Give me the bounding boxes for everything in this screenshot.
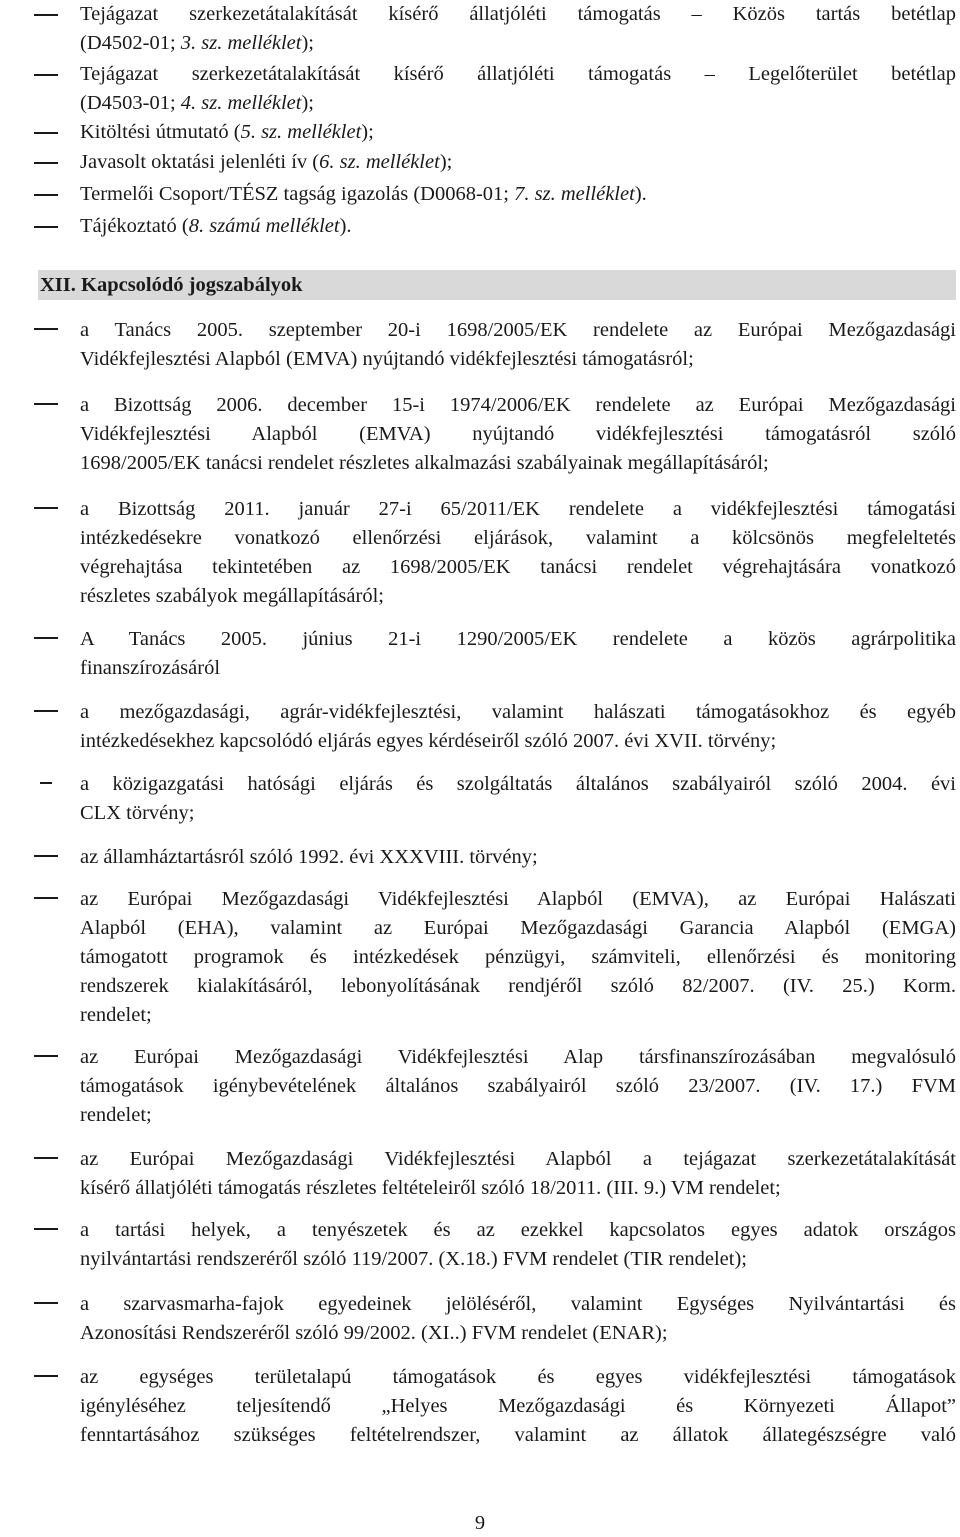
list-item-line: kísérő állatjóléti támogatás részletes feltételeiről szóló 18/2011. (III. 9.) VM rendelet; (80, 1177, 781, 1199)
dash-bullet (34, 1055, 58, 1057)
list-item-line: rendszerek kialakításáról, lebonyolításának rendjéről szóló 82/2007. (IV. 25.) Korm. (80, 975, 956, 997)
list-item-line: az egységes területalapú támogatások és egyes vidékfejlesztési támogatások (80, 1366, 956, 1388)
list-item-line: támogatott programok és intézkedések pénzügyi, számviteli, ellenőrzési és monitoring (80, 946, 956, 968)
dash-bullet (34, 226, 58, 228)
list-item-line: az Európai Mezőgazdasági Vidékfejlesztési Alapból (EMVA), az Európai Halászati (80, 888, 956, 910)
list-item-line: fenntartásához szükséges feltételrendszer, valamint az állatok állategészségre való (80, 1424, 956, 1446)
page-number: 9 (474, 1512, 486, 1534)
list-item-line: Tejágazat szerkezetátalakítását kísérő állatjóléti támogatás – Közös tartás betétlap (80, 3, 956, 25)
dash-bullet (34, 1157, 58, 1159)
list-item-line: Alapból (EHA), valamint az Európai Mezőgazdasági Garancia Alapból (EMGA) (80, 917, 956, 939)
list-item-line: Tájékoztató (8. számú melléklet). (80, 215, 352, 237)
list-item-line: a Bizottság 2006. december 15-i 1974/2006/EK rendelete az Európai Mezőgazdasági (80, 394, 956, 416)
section-heading (38, 270, 956, 300)
list-item-line: a szarvasmarha-fajok egyedeinek jelöléséről, valamint Egységes Nyilvántartási és (80, 1293, 956, 1315)
list-item-line: intézkedésekre vonatkozó ellenőrzési eljárások, valamint a kölcsönös megfeleltetés (80, 527, 956, 549)
dash-bullet (34, 710, 58, 712)
list-item-line: Javasolt oktatási jelenléti ív (6. sz. melléklet); (80, 151, 453, 173)
list-item-line: intézkedésekhez kapcsolódó eljárás egyes kérdéseiről szóló 2007. évi XVII. törvény; (80, 730, 777, 752)
list-item-line: Kitöltési útmutató (5. sz. melléklet); (80, 121, 374, 143)
dash-bullet (34, 14, 58, 16)
list-item-line: finanszírozásáról (80, 657, 221, 679)
list-item-line: nyilvántartási rendszeréről szóló 119/2007. (X.18.) FVM rendelet (TIR rendelet); (80, 1248, 748, 1270)
dash-bullet (34, 132, 58, 134)
dash-bullet (34, 855, 58, 857)
list-item-line: az Európai Mezőgazdasági Vidékfejlesztési Alapból a tejágazat szerkezetátalakítását (80, 1148, 956, 1170)
dash-bullet (34, 74, 58, 76)
dash-bullet (34, 1302, 58, 1304)
list-item-line: végrehajtása tekintetében az 1698/2005/EK tanácsi rendelet végrehajtására vonatkozó (80, 556, 956, 578)
list-item-line: (D4503-01; 4. sz. melléklet); (80, 92, 315, 114)
section-heading-text: XII. Kapcsolódó jogszabályok (40, 274, 303, 296)
list-item-line: rendelet; (80, 1004, 152, 1026)
list-item-line: (D4502-01; 3. sz. melléklet); (80, 32, 315, 54)
list-item-line: A Tanács 2005. június 21-i 1290/2005/EK rendelete a közös agrárpolitika (80, 628, 956, 650)
list-item-line: a közigazgatási hatósági eljárás és szolgáltatás általános szabályairól szóló 2004. évi (80, 773, 956, 795)
list-item-line: Vidékfejlesztési Alapból (EMVA) nyújtandó vidékfejlesztési támogatásról szóló (80, 423, 956, 445)
dash-bullet (34, 637, 58, 639)
list-item-line: részletes szabályok megállapításáról; (80, 585, 384, 607)
dash-bullet (34, 897, 58, 899)
list-item-line: támogatások igénybevételének általános szabályairól szóló 23/2007. (IV. 17.) FVM (80, 1075, 956, 1097)
dash-bullet (34, 194, 58, 196)
list-item-line: a Tanács 2005. szeptember 20-i 1698/2005/EK rendelete az Európai Mezőgazdasági (80, 319, 956, 341)
list-item-line: a mezőgazdasági, agrár-vidékfejlesztési, valamint halászati támogatásokhoz és egyéb (80, 701, 956, 723)
list-item-line: Tejágazat szerkezetátalakítását kísérő állatjóléti támogatás – Legelőterület betétlap (80, 63, 956, 85)
list-item-line: a tartási helyek, a tenyészetek és az ezekkel kapcsolatos egyes adatok országos (80, 1219, 956, 1241)
dash-bullet (34, 507, 58, 509)
list-item-line: Termelői Csoport/TÉSZ tagság igazolás (D0068-01; 7. sz. melléklet). (80, 183, 647, 205)
dash-bullet (34, 328, 58, 330)
list-item-line: az államháztartásról szóló 1992. évi XXXVIII. törvény; (80, 846, 538, 868)
list-item-line: Vidékfejlesztési Alapból (EMVA) nyújtandó vidékfejlesztési támogatásról; (80, 348, 694, 370)
dash-bullet (40, 782, 52, 784)
list-item-line: az Európai Mezőgazdasági Vidékfejlesztési Alap társfinanszírozásában megvalósuló (80, 1046, 956, 1068)
list-item-line: a Bizottság 2011. január 27-i 65/2011/EK rendelete a vidékfejlesztési támogatási (80, 498, 956, 520)
list-item-line: Azonosítási Rendszeréről szóló 99/2002. (XI..) FVM rendelet (ENAR); (80, 1322, 668, 1344)
dash-bullet (34, 162, 58, 164)
list-item-line: igényléséhez teljesítendő „Helyes Mezőgazdasági és Környezeti Állapot” (80, 1395, 956, 1417)
list-item-line: 1698/2005/EK tanácsi rendelet részletes alkalmazási szabályainak megállapításáról; (80, 452, 769, 474)
list-item-line: rendelet; (80, 1104, 152, 1126)
dash-bullet (34, 403, 58, 405)
dash-bullet (34, 1228, 58, 1230)
list-item-line: CLX törvény; (80, 802, 195, 824)
dash-bullet (34, 1375, 58, 1377)
